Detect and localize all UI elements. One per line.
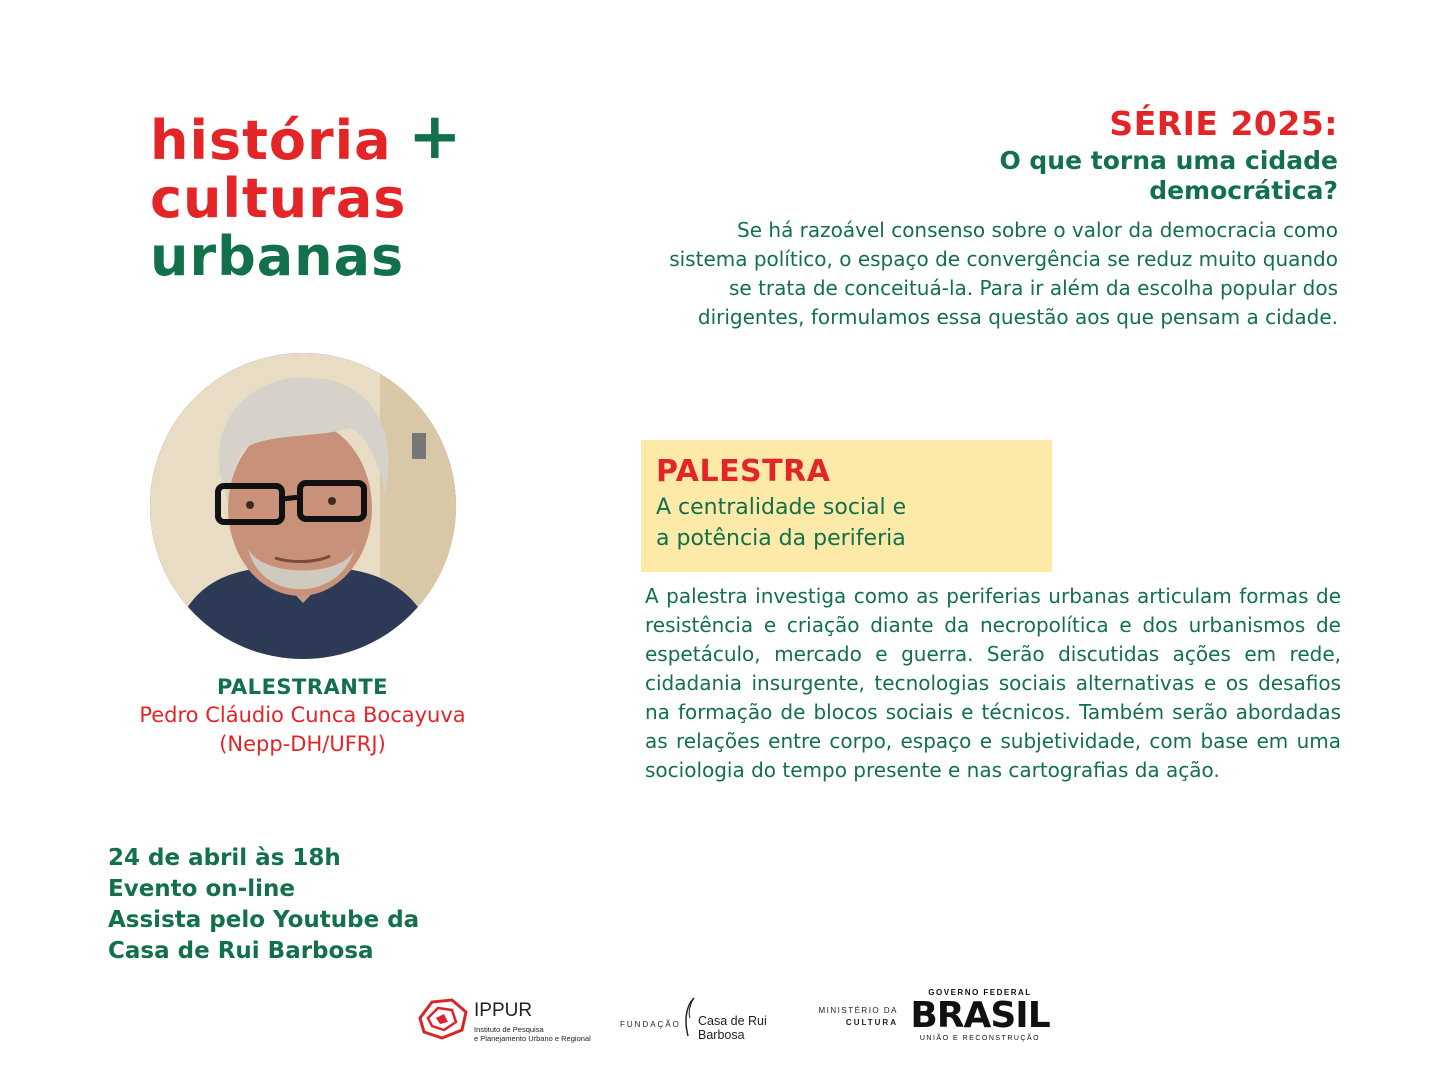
speaker-info <box>100 673 505 759</box>
series-title: SÉRIE 2025: <box>1109 104 1338 143</box>
governo-federal-logo <box>910 988 1050 1052</box>
brand-line-urbanas: urbanas <box>150 225 405 288</box>
event-watch-line2: Casa de Rui Barbosa <box>108 938 374 964</box>
minc-line1: MINISTÉRIO DA <box>818 1006 898 1015</box>
speaker-portrait <box>150 353 456 659</box>
gov-brasil: BRASIL <box>910 995 1050 1036</box>
brand-line-culturas: culturas <box>150 167 407 230</box>
gov-bottom: UNIÃO E RECONSTRUÇÃO <box>919 1035 1041 1042</box>
ippur-subtitle-line1: Instituto de Pesquisa <box>474 1025 544 1034</box>
talk-label: PALESTRA <box>656 454 831 489</box>
ippur-subtitle-line2: e Planejamento Urbano e Regional <box>474 1034 591 1043</box>
series-block <box>638 104 1338 332</box>
crb-prefix: FUNDAÇÃO <box>620 1020 681 1029</box>
event-info <box>108 843 419 967</box>
talk-title-line1: A centralidade social e <box>656 495 907 520</box>
ippur-subtitle <box>474 1025 604 1043</box>
casa-rui-barbosa-logo <box>620 992 795 1048</box>
crb-name: Casa de Rui Barbosa <box>698 1014 767 1042</box>
brand-plus-icon: + <box>408 100 462 174</box>
ippur-emblem-icon <box>414 996 470 1040</box>
talk-title-line2: a potência da periferia <box>656 526 906 551</box>
brand-line-historia: história <box>150 109 392 172</box>
series-description: Se há razoável consenso sobre o valor da democracia como sistema político, o espaço de convergência se reduz muito quando se trata de conceituá-la. Para ir além da escolha popular dos dirigentes, formulamos essa questão aos que pensam a cidade. <box>669 218 1338 329</box>
gov-top: GOVERNO FEDERAL <box>928 988 1032 997</box>
talk-description: A palestra investiga como as periferias urbanas articulam formas de resistência e criação diante da necropolítica e dos urbanismos de espetáculo, mercado e guerra. Serão discutidas ações em rede, cidadania insurgente, tecnologias sociais alternativas e os desafios na formação de blocos sociais e técnicos. Também serão abordadas as relações entre corpo, espaço e subjetividade, com base em uma sociologia do tempo presente e nas cartografias da ação. <box>645 584 1341 782</box>
event-mode: Evento on-line <box>108 876 295 902</box>
series-question: O que torna uma cidade democrática? <box>999 146 1338 205</box>
brand-title <box>150 100 462 288</box>
portrait-illustration <box>150 353 456 659</box>
ippur-logo <box>414 992 604 1048</box>
event-date: 24 de abril às 18h <box>108 845 341 871</box>
ministerio-cultura-logo <box>806 1006 898 1046</box>
quill-icon <box>682 996 696 1040</box>
speaker-label: PALESTRANTE <box>216 675 389 699</box>
ippur-name: IPPUR <box>474 1000 533 1021</box>
minc-line2: CULTURA <box>845 1018 898 1027</box>
speaker-name: Pedro Cláudio Cunca Bocayuva <box>139 703 466 727</box>
talk-highlight-box <box>641 440 1052 572</box>
speaker-affiliation: (Nepp-DH/UFRJ) <box>219 732 386 756</box>
event-watch-line1: Assista pelo Youtube da <box>108 907 420 933</box>
footer-logos <box>0 988 1450 1058</box>
